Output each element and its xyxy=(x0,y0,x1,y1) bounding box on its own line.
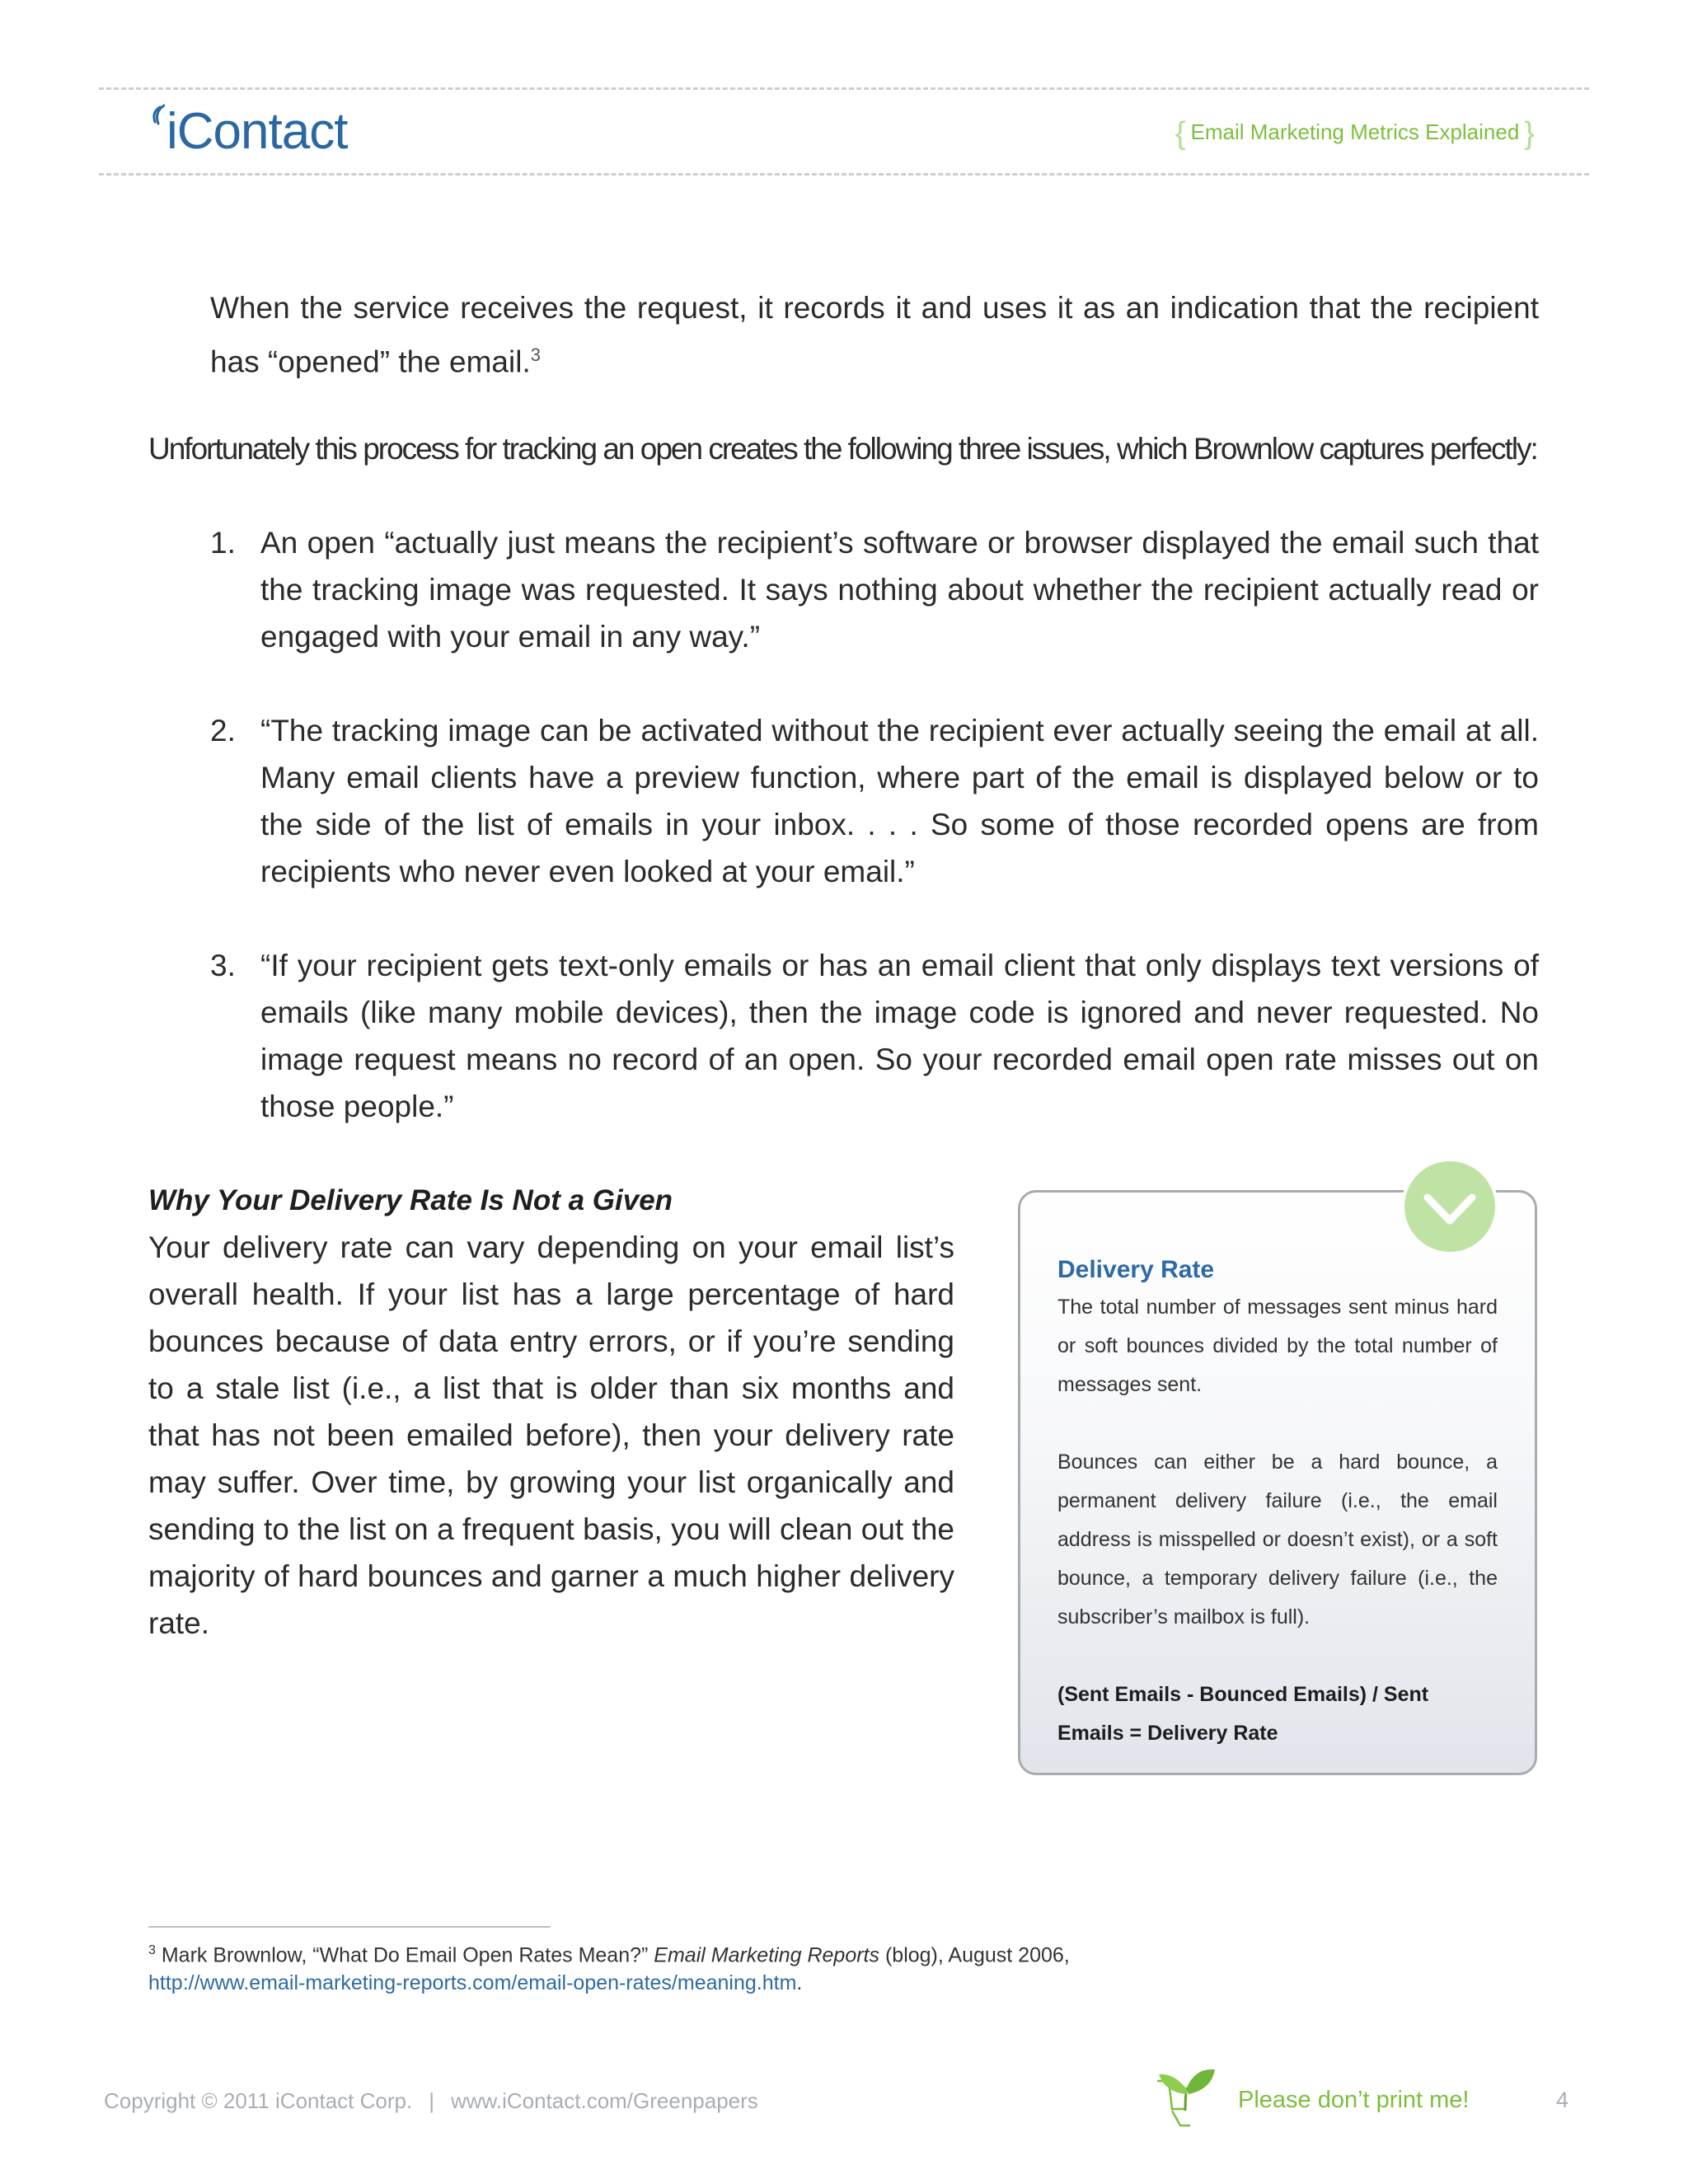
footnote-text: Mark Brownlow, “What Do Email Open Rates Mean?” xyxy=(155,1943,654,1967)
list-item-text: “The tracking image can be activated without the recipient ever actually seeing the email at all. Many email clients have a preview function, where part of the email is displayed below or to the side of the list of emails in your inbox. . . . So some of those recorded opens are from recipients who never even looked at your email.” xyxy=(260,714,1539,888)
issues-list xyxy=(210,519,1539,1177)
callout-bounces: Bounces can either be a hard bounce, a permanent delivery failure (i.e., the email address is misspelled or doesn’t exist), or a soft bounce, a temporary delivery failure (i.e., the subscriber’s mailbox is full). xyxy=(1057,1451,1498,1629)
list-number: 2. xyxy=(210,714,236,748)
document-title-text: Email Marketing Metrics Explained xyxy=(1190,120,1520,144)
footer-left xyxy=(104,2088,758,2114)
callout-definition: The total number of messages sent minus hard or soft bounces divided by the total number of messages sent. xyxy=(1057,1296,1498,1396)
opening-paragraph xyxy=(210,284,1539,385)
signal-waves-icon xyxy=(147,104,165,137)
footnote-link[interactable]: http://www.email-marketing-reports.com/email-open-rates/meaning.htm xyxy=(148,1971,797,1995)
list-item-text: “If your recipient gets text-only emails or has an email client that only displays text versions of emails (like many mobile devices), then the image code is ignored and never requested. No image request means no record of an open. So your recorded email open rate misses out on those people.” xyxy=(260,949,1539,1123)
section-heading: Why Your Delivery Rate Is Not a Given xyxy=(148,1184,673,1216)
list-number: 1. xyxy=(210,526,236,560)
document-title xyxy=(1170,116,1540,152)
brace-left: { xyxy=(1175,116,1186,151)
checkmark-badge-icon xyxy=(1401,1158,1498,1255)
icontact-logo[interactable] xyxy=(147,101,347,166)
opening-paragraph-text: When the service receives the request, it records it and uses it as an indication that the recipient has “opened” the email. xyxy=(210,291,1539,379)
delivery-rate-paragraph: Your delivery rate can vary depending on your email list’s overall health. If your list has a large percentage of hard bounces because of data entry errors, or if you’re sending to a stale list (i.e., a list that is older than six months and that has not been emailed before), then your delivery rate may suffer. Over time, by growing your list organically and sending to the list on a frequent basis, you will clean out the majority of hard bounces and garner a much higher delivery rate. xyxy=(148,1230,954,1640)
plant-leaf-icon xyxy=(1152,2064,1218,2127)
callout-formula: (Sent Emails - Bounced Emails) / Sent Emails = Delivery Rate xyxy=(1057,1683,1429,1745)
footer-separator: | xyxy=(429,2088,434,2113)
footnote xyxy=(148,1937,1070,1997)
footnote-divider xyxy=(148,1926,551,1928)
list-number: 3. xyxy=(210,949,236,982)
footnote-date: (blog), August 2006, xyxy=(879,1943,1070,1967)
footnote-link-end: . xyxy=(796,1971,803,1995)
list-item xyxy=(210,707,1539,895)
delivery-rate-callout xyxy=(1018,1190,1537,1775)
callout-title: Delivery Rate xyxy=(1057,1256,1215,1283)
page-number: 4 xyxy=(1556,2088,1569,2112)
brace-right: } xyxy=(1524,116,1535,151)
footnote-source: Email Marketing Reports xyxy=(654,1943,880,1967)
list-item xyxy=(210,942,1539,1130)
copyright: Copyright © 2011 iContact Corp. xyxy=(104,2088,413,2113)
header-bottom-divider xyxy=(99,173,1589,176)
logo-text: iContact xyxy=(166,103,348,160)
issues-intro: Unfortunately this process for tracking an open creates the following three issues, which Brownlow captures perfectly: xyxy=(148,432,1537,466)
list-item-text: An open “actually just means the recipient’s software or browser displayed the email such that the tracking image was requested. It says nothing about whether the recipient actually read or engaged with your email in any way.” xyxy=(260,526,1539,654)
list-item xyxy=(210,519,1539,660)
header-top-divider xyxy=(99,87,1589,90)
footnote-marker: 3 xyxy=(148,1943,156,1957)
print-note: Please don’t print me! xyxy=(1238,2087,1470,2113)
website-link[interactable]: www.iContact.com/Greenpapers xyxy=(450,2088,758,2113)
footnote-reference[interactable]: 3 xyxy=(530,344,541,365)
footnote-citation xyxy=(148,1937,1070,1969)
